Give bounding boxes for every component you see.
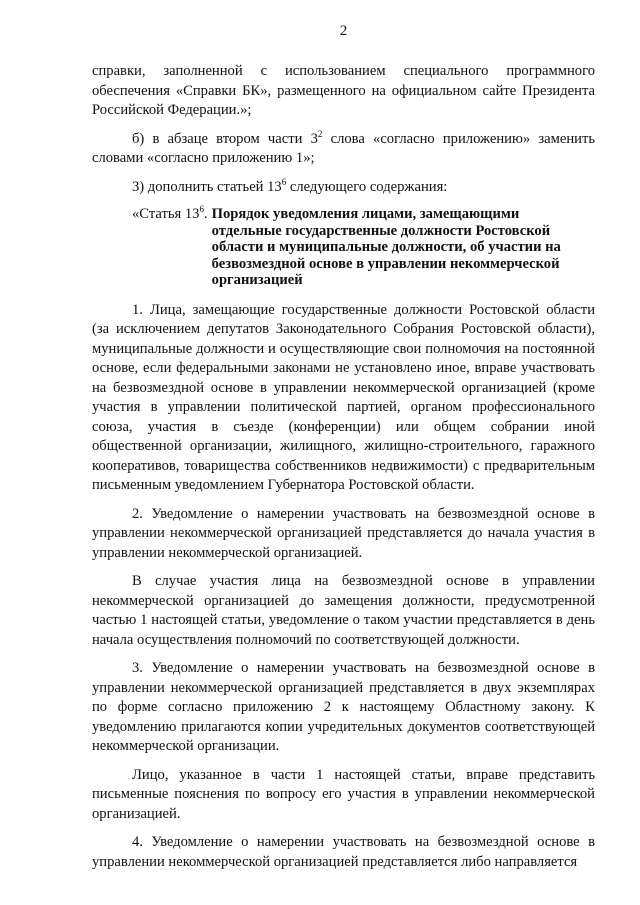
article-label-text: «Статья 13 — [132, 206, 200, 222]
paragraph-part-1: 1. Лица, замещающие государственные должности Ростовской области (за исключением депутатов Законодательного Собрания Ростовской области), муниципальные должности и осуществляющие свои полномочия на постоянной основе, если федеральными законами не установлено иное, вправе участвовать на безвозмездной основе в управлении некоммерческой организацией (кроме участия в управлении политической партией, органом профессионального союза, участия в съезде (конференции) или общем собрании иной общественной организации, жилищного, жилищно-строительного, гаражного кооперативов, товарищества собственников недвижимости) с предварительным письменным уведомлением Губернатора Ростовской области. — [92, 301, 595, 493]
superscript: 6 — [199, 204, 204, 214]
paragraph-text: б) в абзаце втором части 3 — [132, 130, 318, 147]
paragraph-part-4: 4. Уведомление о намерении участвовать на безвозмездной основе в управлении некоммерческой организацией представляется либо направляется — [92, 834, 595, 870]
paragraph-amendment-b — [92, 130, 595, 169]
paragraph-part-3-second: Лицо, указанное в части 1 настоящей статьи, вправе представить письменные пояснения по вопросу его участия в управлении некоммерческой организацией. — [92, 766, 595, 822]
paragraph-text: следующего содержания: — [286, 178, 448, 195]
page-number: 2 — [339, 23, 348, 39]
document-body — [92, 62, 595, 881]
paragraph-text: слова «согласно приложению» заменить словами «согласно приложению 1»; — [92, 130, 595, 166]
article-label-dot: . — [203, 206, 208, 222]
article-heading — [132, 206, 595, 289]
paragraph-part-2-second: В случае участия лица на безвозмездной основе в управлении некоммерческой организацией до замещения должности, предусмотренной частью 1 настоящей статьи, уведомление о таком участии представляется в день начала осуществления полномочий по соответствующей должности. — [92, 573, 595, 648]
paragraph-part-2: 2. Уведомление о намерении участвовать на безвозмездной основе в управлении некоммерческой организацией представляется до начала участия в управлении некоммерческой организацией. — [92, 505, 595, 561]
superscript: 2 — [317, 128, 323, 139]
paragraph-text: 3) дополнить статьей 13 — [132, 178, 282, 195]
superscript: 6 — [281, 176, 287, 187]
article-label — [132, 206, 212, 289]
paragraph-amendment-3 — [92, 178, 595, 198]
paragraph-continuation: справки, заполненной с использованием специального программного обеспечения «Справки БК», размещенного на официальном сайте Президента Российской Федерации.»; — [92, 63, 595, 118]
article-title: Порядок уведомления лицами, замещающими отдельные государственные должности Ростовской области и муниципальные должности, об участии на безвозмездной основе в управлении некоммерческой организацией — [211, 206, 561, 288]
paragraph-part-3: 3. Уведомление о намерении участвовать на безвозмездной основе в управлении некоммерческой организацией представляется в двух экземплярах по форме согласно приложению 2 к настоящему Областному закону. К уведомлению прилагаются копии учредительных документов соответствующей некоммерческой организации. — [92, 660, 595, 754]
